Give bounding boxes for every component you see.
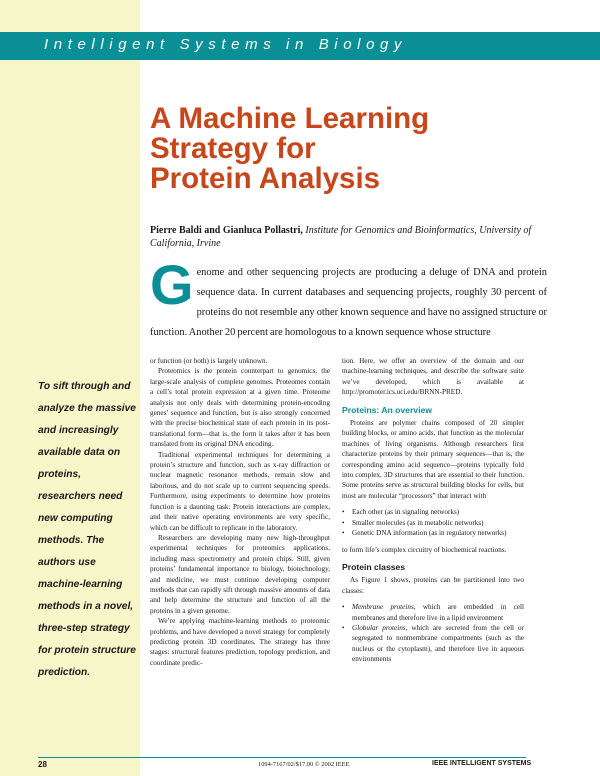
- list-item: • Each other (as in signaling networks): [342, 507, 524, 517]
- section-heading: Protein classes: [342, 561, 406, 572]
- magazine-name: IEEE INTELLIGENT SYSTEMS: [432, 760, 532, 767]
- term: Membrane proteins: [352, 603, 414, 612]
- list-item: [342, 623, 524, 665]
- class-list: [342, 602, 524, 664]
- list-item: [342, 602, 524, 623]
- term-text: , which are secreted from the cell or segregated to nonmembrane compartments (such as the nucleus or the cytoplasm), and therefore live in aqueous environments: [352, 623, 524, 664]
- list-item: • Genetic DNA information (as in regulatory networks): [342, 528, 524, 538]
- term-text: , which are embedded in cell membranes and therefore live in a lipid environment: [352, 603, 524, 622]
- paragraph: to form life’s complex circuitry of biochemical reactions.: [342, 545, 507, 554]
- title-line: A Machine Learning: [150, 102, 430, 135]
- list-item: • Smaller molecules (as in metabolic networks): [342, 518, 524, 528]
- section-heading: Proteins: An overview: [342, 404, 432, 415]
- section-banner: [0, 32, 600, 60]
- drop-cap: G: [150, 253, 194, 316]
- title-line: Protein Analysis: [150, 162, 381, 195]
- paragraph: Proteins are polymer chains composed of 20 simpler building blocks, or amino acids, that function as the molecular machines of living organisms. Although researchers first characterize proteins by their primary sequences—that is, the corresponding amino acid sequence—proteins typically fold into complex, 3D structures that are essential to their function. Some proteins serve as structural building blocks for cells, but most are molecular “processors” that interact with: [342, 419, 524, 500]
- authors: Pierre Baldi and Gianluca Pollastri,: [150, 225, 303, 236]
- lead-paragraph: [150, 253, 547, 343]
- copyright-code: 1094-7167/02/$17.00 © 2002 IEEE: [258, 761, 350, 768]
- paragraph: Researchers are developing many new high-throughput experimental techniques for proteomics applications, including mass spectrometry and protein chips. Still, given proteins’ fundamental importance to biology, biotechnology, and medicine, we must continue developing computer methods that can rapidly sift through massive amounts of data and help determine the structure and function of all the proteins in a given genome.: [150, 533, 330, 615]
- article-title: [150, 104, 580, 194]
- paragraph: tion. Here, we offer an overview of the domain and our machine-learning techniques, and describe the software suite we’ve developed, which is available at http://promoter.ics.uci.edu/BRNN-PRED.: [342, 357, 524, 397]
- affiliation: Institute for Genomics and Bioinformatics, University of California, Irvine: [150, 225, 532, 249]
- paragraph: Proteomics is the protein counterpart to genomics, the large-scale analysis of complete genomes. Proteomes contain a cell’s total protein expression at a given time. Proteome analysis not only deals with determining protein-encoding genes’ sequence and function, but is also strongly concerned with the precise biochemical state of each protein in its post-translational form—that is, the form it takes after it has been translated from its original DNA encoding.: [150, 367, 330, 449]
- bullet-list: [342, 507, 524, 538]
- pull-quote: To sift through and analyze the massive and increasingly available data on proteins, researchers need new computing methods. The authors use machine-learning methods in a novel, three-step strategy for protein structure prediction.: [38, 381, 136, 678]
- footer-rule: [38, 757, 526, 758]
- paragraph: As Figure 1 shows, proteins can be partitioned into two classes:: [342, 576, 524, 595]
- page-number: 28: [38, 760, 47, 769]
- paragraph: or function (or both) is largely unknown.: [150, 357, 268, 365]
- body-column-1: [150, 356, 330, 668]
- paragraph: Traditional experimental techniques for determining a protein’s structure and function, such as x-ray diffraction or nuclear magnetic resonance methods, remain slow and laborious, and do not scale up to current sequencing speeds. Furthermore, using experiments to determine how proteins function is a daunting task: Protein interactions are complex, and their native operating environments are very specific, which can be difficult to replicate in the laboratory.: [150, 450, 330, 532]
- term: Globular proteins: [352, 623, 406, 632]
- title-line: Strategy for: [150, 132, 316, 165]
- banner-title: Intelligent Systems in Biology: [44, 36, 408, 53]
- body-column-2: [342, 356, 524, 671]
- byline: [150, 224, 560, 250]
- paragraph: We’re applying machine-learning methods to proteomic problems, and have developed a novel strategy for completely predicting protein 3D coordinates. The strategy has three stages: structural features prediction, topology prediction, and coordinate predic-: [150, 617, 330, 667]
- lead-text: enome and other sequencing projects are producing a deluge of DNA and protein sequence data. In current databases and sequencing projects, roughly 30 percent of proteins do not resemble any other known sequence and have no assigned structure or function. Another 20 percent are homologous to a known sequence whose structure: [150, 267, 547, 338]
